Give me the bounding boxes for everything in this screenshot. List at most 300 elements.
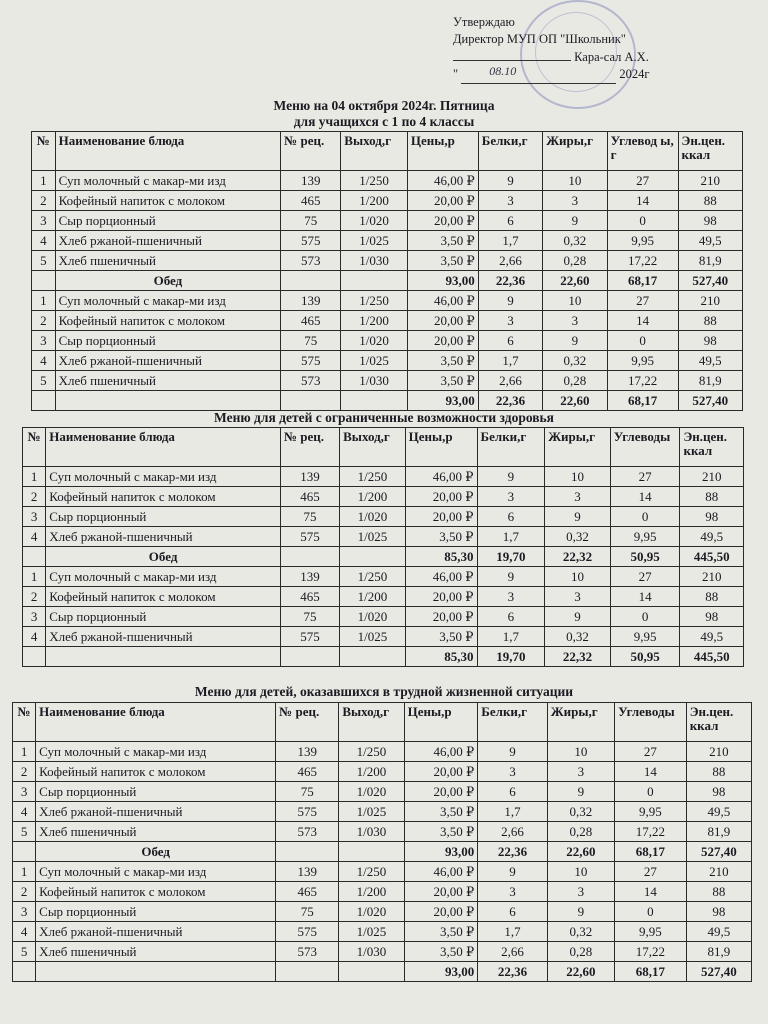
section-title-limited-health: Меню для детей с ограниченные возможности здоровья — [214, 410, 554, 425]
table-cell: 573 — [276, 942, 339, 962]
table-cell: Хлеб ржаной-пшеничный — [55, 231, 281, 251]
total-value: 68,17 — [607, 271, 678, 291]
table-row — [32, 351, 743, 371]
table-cell: 27 — [615, 742, 687, 762]
table-cell: 465 — [280, 587, 339, 607]
table-cell: 27 — [607, 291, 678, 311]
column-header: № — [32, 132, 56, 171]
table-cell: 14 — [607, 311, 678, 331]
table-cell: 9,95 — [610, 527, 680, 547]
table-row — [13, 822, 752, 842]
empty-cell — [280, 647, 339, 667]
table-row — [32, 211, 743, 231]
empty-cell — [340, 547, 406, 567]
table-cell: 75 — [281, 211, 341, 231]
column-header: Углеводы — [610, 428, 680, 467]
table-cell: 6 — [478, 211, 542, 231]
table-cell: 14 — [615, 882, 687, 902]
empty-cell — [339, 842, 404, 862]
table-cell: 465 — [281, 311, 341, 331]
table-cell: Кофейный напиток с молоком — [36, 762, 276, 782]
column-header: № рец. — [276, 703, 339, 742]
table-cell: 2 — [13, 882, 36, 902]
table-cell: 3 — [32, 211, 56, 231]
table-cell: 3,50 ₽ — [407, 371, 478, 391]
column-header: Жиры,г — [545, 428, 611, 467]
table-cell: 3 — [477, 587, 545, 607]
table-cell: 4 — [23, 627, 46, 647]
table-cell: Суп молочный с макар-ми изд — [55, 171, 281, 191]
table-cell: 3 — [547, 882, 614, 902]
table-cell: 6 — [478, 902, 547, 922]
table-cell: 139 — [281, 171, 341, 191]
table-cell: 3,50 ₽ — [404, 822, 478, 842]
table-cell: 1,7 — [478, 922, 547, 942]
table-cell: 1/025 — [340, 527, 406, 547]
table-cell: 9,95 — [615, 922, 687, 942]
table-cell: 575 — [280, 627, 339, 647]
table-cell: 20,00 ₽ — [405, 507, 477, 527]
table-cell: 1/200 — [341, 311, 408, 331]
table-row — [13, 882, 752, 902]
lunch-label: Обед — [46, 547, 281, 567]
table-cell: 88 — [680, 587, 744, 607]
table-cell: 3 — [478, 762, 547, 782]
column-header: Выход,г — [340, 428, 406, 467]
table-cell: 1/250 — [341, 171, 408, 191]
table-cell: 1 — [13, 742, 36, 762]
table-row — [23, 627, 744, 647]
column-header: Углевод ы, г — [607, 132, 678, 171]
table-cell: 46,00 ₽ — [404, 742, 478, 762]
total-value: 22,32 — [545, 647, 611, 667]
table-cell: 88 — [686, 762, 751, 782]
table-cell: 0 — [615, 782, 687, 802]
table-cell: 1/200 — [339, 762, 404, 782]
table-cell: 3,50 ₽ — [407, 251, 478, 271]
approval-signature-row — [453, 48, 650, 66]
table-cell: 6 — [478, 782, 547, 802]
table-cell: 20,00 ₽ — [405, 587, 477, 607]
table-cell: 0,32 — [545, 627, 611, 647]
table-cell: 0,32 — [543, 351, 607, 371]
table-cell: 1/200 — [339, 882, 404, 902]
total-value: 22,36 — [478, 842, 547, 862]
table-cell: 1,7 — [477, 527, 545, 547]
table-cell: 1,7 — [478, 231, 542, 251]
column-header: Эн.цен. ккал — [680, 428, 744, 467]
table-cell: 20,00 ₽ — [407, 191, 478, 211]
table-cell: 139 — [280, 467, 339, 487]
table-cell: Хлеб ржаной-пшеничный — [46, 527, 281, 547]
column-header: № рец. — [280, 428, 339, 467]
table-cell: 3,50 ₽ — [404, 942, 478, 962]
total-value: 527,40 — [686, 962, 751, 982]
table-cell: 4 — [32, 231, 56, 251]
table-cell: 4 — [32, 351, 56, 371]
table-cell: 3 — [478, 311, 542, 331]
table-cell: 20,00 ₽ — [404, 902, 478, 922]
table-row — [23, 607, 744, 627]
table-cell: 2,66 — [478, 822, 547, 842]
table-cell: Кофейный напиток с молоком — [55, 311, 281, 331]
total-value: 22,60 — [543, 271, 607, 291]
total-value: 22,36 — [478, 962, 547, 982]
table-cell: Хлеб ржаной-пшеничный — [46, 627, 281, 647]
table-row — [13, 862, 752, 882]
table-cell: 210 — [686, 862, 751, 882]
table-cell: 2,66 — [478, 251, 542, 271]
column-header: Жиры,г — [543, 132, 607, 171]
table-row — [32, 311, 743, 331]
table-cell: 465 — [281, 191, 341, 211]
table-row — [32, 371, 743, 391]
table-cell: 575 — [280, 527, 339, 547]
table-cell: 1/025 — [339, 802, 404, 822]
table-cell: 88 — [678, 311, 743, 331]
table-cell: Кофейный напиток с молоком — [36, 882, 276, 902]
table-cell: 9 — [477, 467, 545, 487]
table-cell: 139 — [280, 567, 339, 587]
total-value: 93,00 — [407, 271, 478, 291]
table-cell: Хлеб ржаной-пшеничный — [36, 922, 276, 942]
table-row — [23, 567, 744, 587]
table-cell: 0,32 — [547, 802, 614, 822]
table-cell: Суп молочный с макар-ми изд — [46, 567, 281, 587]
table-cell: 1/250 — [339, 862, 404, 882]
table-cell: 1/030 — [341, 371, 408, 391]
table-cell: Хлеб ржаной-пшеничный — [55, 351, 281, 371]
table-cell: 10 — [545, 467, 611, 487]
table-cell: 1/020 — [339, 902, 404, 922]
table-cell: 6 — [478, 331, 542, 351]
column-header: Эн.цен. ккал — [686, 703, 751, 742]
column-header: № — [13, 703, 36, 742]
table-cell: 49,5 — [678, 351, 743, 371]
column-header: Углеводы — [615, 703, 687, 742]
table-cell: 1/250 — [339, 742, 404, 762]
total-row-index — [13, 962, 36, 982]
table-cell: 9 — [545, 507, 611, 527]
table-cell: 81,9 — [678, 251, 743, 271]
menu-table-limited-health — [22, 427, 744, 667]
empty-cell — [276, 962, 339, 982]
table-cell: 10 — [547, 862, 614, 882]
table-cell: 9 — [478, 291, 542, 311]
approval-date-row — [453, 66, 650, 84]
table-cell: 75 — [280, 507, 339, 527]
table-cell: 5 — [13, 942, 36, 962]
table-row — [13, 782, 752, 802]
empty-cell — [276, 842, 339, 862]
table-cell: 81,9 — [678, 371, 743, 391]
table-row — [32, 251, 743, 271]
table-cell: Хлеб пшеничный — [36, 942, 276, 962]
table-cell: 9 — [478, 171, 542, 191]
empty-cell — [281, 271, 341, 291]
table-cell: 9,95 — [607, 231, 678, 251]
table-cell: 0 — [610, 507, 680, 527]
table-cell: 9 — [543, 211, 607, 231]
lunch-subheader-row — [32, 271, 743, 291]
table-cell: 3 — [478, 191, 542, 211]
table-header-row — [32, 132, 743, 171]
table-cell: 1,7 — [478, 802, 547, 822]
column-header: № рец. — [281, 132, 341, 171]
table-cell: 210 — [686, 742, 751, 762]
table-cell: Суп молочный с макар-ми изд — [55, 291, 281, 311]
total-value: 50,95 — [610, 547, 680, 567]
table-cell: 3,50 ₽ — [407, 231, 478, 251]
table-cell: 27 — [615, 862, 687, 882]
table-cell: 1/020 — [339, 782, 404, 802]
table-cell: 1/020 — [340, 507, 406, 527]
column-header: Цены,р — [407, 132, 478, 171]
column-header: Цены,р — [404, 703, 478, 742]
total-value: 68,17 — [615, 842, 687, 862]
table-cell: 1/200 — [340, 487, 406, 507]
total-value: 22,60 — [547, 842, 614, 862]
table-cell: 2,66 — [478, 942, 547, 962]
table-row — [32, 331, 743, 351]
total-label — [55, 391, 281, 411]
total-value: 445,50 — [680, 647, 744, 667]
table-cell: 2 — [32, 311, 56, 331]
table-cell: 10 — [543, 171, 607, 191]
table-cell: 17,22 — [615, 942, 687, 962]
table-cell: 2 — [13, 762, 36, 782]
table-cell: 210 — [680, 567, 744, 587]
table-cell: 3 — [545, 487, 611, 507]
table-cell: 20,00 ₽ — [407, 331, 478, 351]
table-cell: 2 — [23, 587, 46, 607]
column-header: № — [23, 428, 46, 467]
table-cell: 1 — [32, 171, 56, 191]
total-value: 19,70 — [477, 647, 545, 667]
table-cell: 20,00 ₽ — [404, 762, 478, 782]
menu-title: Меню на 04 октября 2024г. Пятница — [273, 98, 495, 113]
table-cell: 4 — [13, 922, 36, 942]
table-cell: 575 — [281, 231, 341, 251]
column-header: Выход,г — [339, 703, 404, 742]
table-row — [13, 762, 752, 782]
table-row — [23, 587, 744, 607]
table-cell: 210 — [678, 171, 743, 191]
table-cell: 98 — [680, 507, 744, 527]
approval-line-1: Утверждаю — [453, 15, 515, 29]
table-cell: 98 — [686, 902, 751, 922]
table-cell: 88 — [680, 487, 744, 507]
table-cell: Хлеб пшеничный — [55, 251, 281, 271]
column-header: Наименование блюда — [36, 703, 276, 742]
total-row-index — [23, 647, 46, 667]
total-row-index — [13, 842, 36, 862]
table-cell: 1/020 — [341, 211, 408, 231]
total-value: 527,40 — [678, 391, 743, 411]
table-cell: 1 — [23, 567, 46, 587]
table-cell: 3 — [23, 607, 46, 627]
table-cell: 0,32 — [543, 231, 607, 251]
empty-cell — [280, 547, 339, 567]
table-row — [13, 942, 752, 962]
table-cell: 10 — [545, 567, 611, 587]
table-cell: 75 — [276, 902, 339, 922]
table-cell: 20,00 ₽ — [405, 487, 477, 507]
table-cell: 75 — [280, 607, 339, 627]
table-cell: 3 — [543, 191, 607, 211]
total-value: 85,30 — [405, 647, 477, 667]
table-cell: 139 — [281, 291, 341, 311]
table-cell: 88 — [678, 191, 743, 211]
table-cell: Сыр порционный — [36, 902, 276, 922]
table-cell: 6 — [477, 607, 545, 627]
table-cell: 49,5 — [686, 922, 751, 942]
empty-cell — [281, 391, 341, 411]
table-cell: Суп молочный с макар-ми изд — [36, 862, 276, 882]
column-header: Белки,г — [477, 428, 545, 467]
signature-line — [453, 48, 571, 61]
date-year: 2024г — [619, 67, 650, 81]
table-cell: 46,00 ₽ — [405, 567, 477, 587]
lunch-label: Обед — [36, 842, 276, 862]
table-cell: 2 — [23, 487, 46, 507]
column-header: Цены,р — [405, 428, 477, 467]
table-cell: 9 — [547, 782, 614, 802]
table-cell: 3,50 ₽ — [405, 627, 477, 647]
table-row — [32, 191, 743, 211]
total-row-index — [32, 271, 56, 291]
table-cell: 14 — [615, 762, 687, 782]
table-cell: 0 — [615, 902, 687, 922]
table-cell: 0,28 — [547, 822, 614, 842]
total-row-index — [23, 547, 46, 567]
table-row — [32, 171, 743, 191]
table-cell: 46,00 ₽ — [407, 171, 478, 191]
table-row — [23, 467, 744, 487]
menu-table-difficult-situation — [12, 702, 752, 982]
table-cell: 17,22 — [615, 822, 687, 842]
table-cell: 1 — [23, 467, 46, 487]
table-cell: 210 — [680, 467, 744, 487]
table-row — [13, 802, 752, 822]
approval-block — [453, 14, 650, 84]
table-cell: 1/025 — [341, 351, 408, 371]
table-row — [13, 902, 752, 922]
table-cell: 3 — [23, 507, 46, 527]
table-cell: Сыр порционный — [46, 607, 281, 627]
total-value: 93,00 — [407, 391, 478, 411]
table-cell: 1/200 — [341, 191, 408, 211]
table-cell: 81,9 — [686, 942, 751, 962]
table-cell: 20,00 ₽ — [405, 607, 477, 627]
table-cell: 9 — [547, 902, 614, 922]
table-cell: 2,66 — [478, 371, 542, 391]
table-row — [23, 487, 744, 507]
empty-cell — [341, 271, 408, 291]
table-cell: 1/025 — [341, 231, 408, 251]
table-cell: 20,00 ₽ — [404, 782, 478, 802]
table-cell: 75 — [281, 331, 341, 351]
total-value: 93,00 — [404, 962, 478, 982]
table-cell: 0,28 — [543, 371, 607, 391]
table-cell: 1/030 — [339, 942, 404, 962]
table-header-row — [13, 703, 752, 742]
table-cell: 3 — [13, 782, 36, 802]
table-cell: 3 — [32, 331, 56, 351]
table-cell: 575 — [276, 802, 339, 822]
table-cell: 465 — [276, 882, 339, 902]
table-cell: 81,9 — [686, 822, 751, 842]
table-row — [23, 527, 744, 547]
total-value: 22,32 — [545, 547, 611, 567]
table-cell: Сыр порционный — [55, 211, 281, 231]
column-header: Наименование блюда — [55, 132, 281, 171]
table-cell: Хлеб пшеничный — [36, 822, 276, 842]
table-cell: 0,32 — [545, 527, 611, 547]
table-cell: 3,50 ₽ — [405, 527, 477, 547]
table-row — [32, 291, 743, 311]
total-value: 19,70 — [477, 547, 545, 567]
table-cell: 3,50 ₽ — [407, 351, 478, 371]
table-cell: 10 — [543, 291, 607, 311]
table-cell: 210 — [678, 291, 743, 311]
table-cell: 139 — [276, 742, 339, 762]
total-value: 50,95 — [610, 647, 680, 667]
column-header: Белки,г — [478, 703, 547, 742]
table-cell: 0 — [610, 607, 680, 627]
table-cell: Суп молочный с макар-ми изд — [46, 467, 281, 487]
section-title-difficult-situation: Меню для детей, оказавшихся в трудной жизненной ситуации — [194, 684, 574, 699]
table-cell: 98 — [680, 607, 744, 627]
table-cell: 98 — [678, 331, 743, 351]
table-cell: 46,00 ₽ — [407, 291, 478, 311]
table-cell: 5 — [32, 371, 56, 391]
column-header: Выход,г — [341, 132, 408, 171]
table-cell: 3 — [543, 311, 607, 331]
table-cell: 49,5 — [680, 527, 744, 547]
column-header: Белки,г — [478, 132, 542, 171]
table-cell: 1,7 — [477, 627, 545, 647]
table-cell: 10 — [547, 742, 614, 762]
table-cell: 9,95 — [615, 802, 687, 822]
column-header: Эн.цен. ккал — [678, 132, 743, 171]
total-label — [36, 962, 276, 982]
table-cell: 20,00 ₽ — [407, 311, 478, 331]
table-cell: Сыр порционный — [55, 331, 281, 351]
date-prefix: " — [453, 67, 459, 81]
lunch-subheader-row — [23, 547, 744, 567]
empty-cell — [340, 647, 406, 667]
table-cell: 27 — [610, 467, 680, 487]
total-value: 68,17 — [607, 391, 678, 411]
table-cell: 1/030 — [339, 822, 404, 842]
table-cell: 20,00 ₽ — [404, 882, 478, 902]
table-cell: 17,22 — [607, 371, 678, 391]
table-cell: 49,5 — [678, 231, 743, 251]
total-value: 22,60 — [543, 391, 607, 411]
table-cell: 14 — [610, 487, 680, 507]
menu-table-grades-1-4 — [31, 131, 743, 411]
total-row-index — [32, 391, 56, 411]
table-cell: 139 — [276, 862, 339, 882]
total-value: 527,40 — [686, 842, 751, 862]
table-row — [13, 742, 752, 762]
total-value: 85,30 — [405, 547, 477, 567]
table-cell: 1 — [13, 862, 36, 882]
table-cell: 17,22 — [607, 251, 678, 271]
table-cell: 9 — [478, 862, 547, 882]
table-cell: 3 — [545, 587, 611, 607]
